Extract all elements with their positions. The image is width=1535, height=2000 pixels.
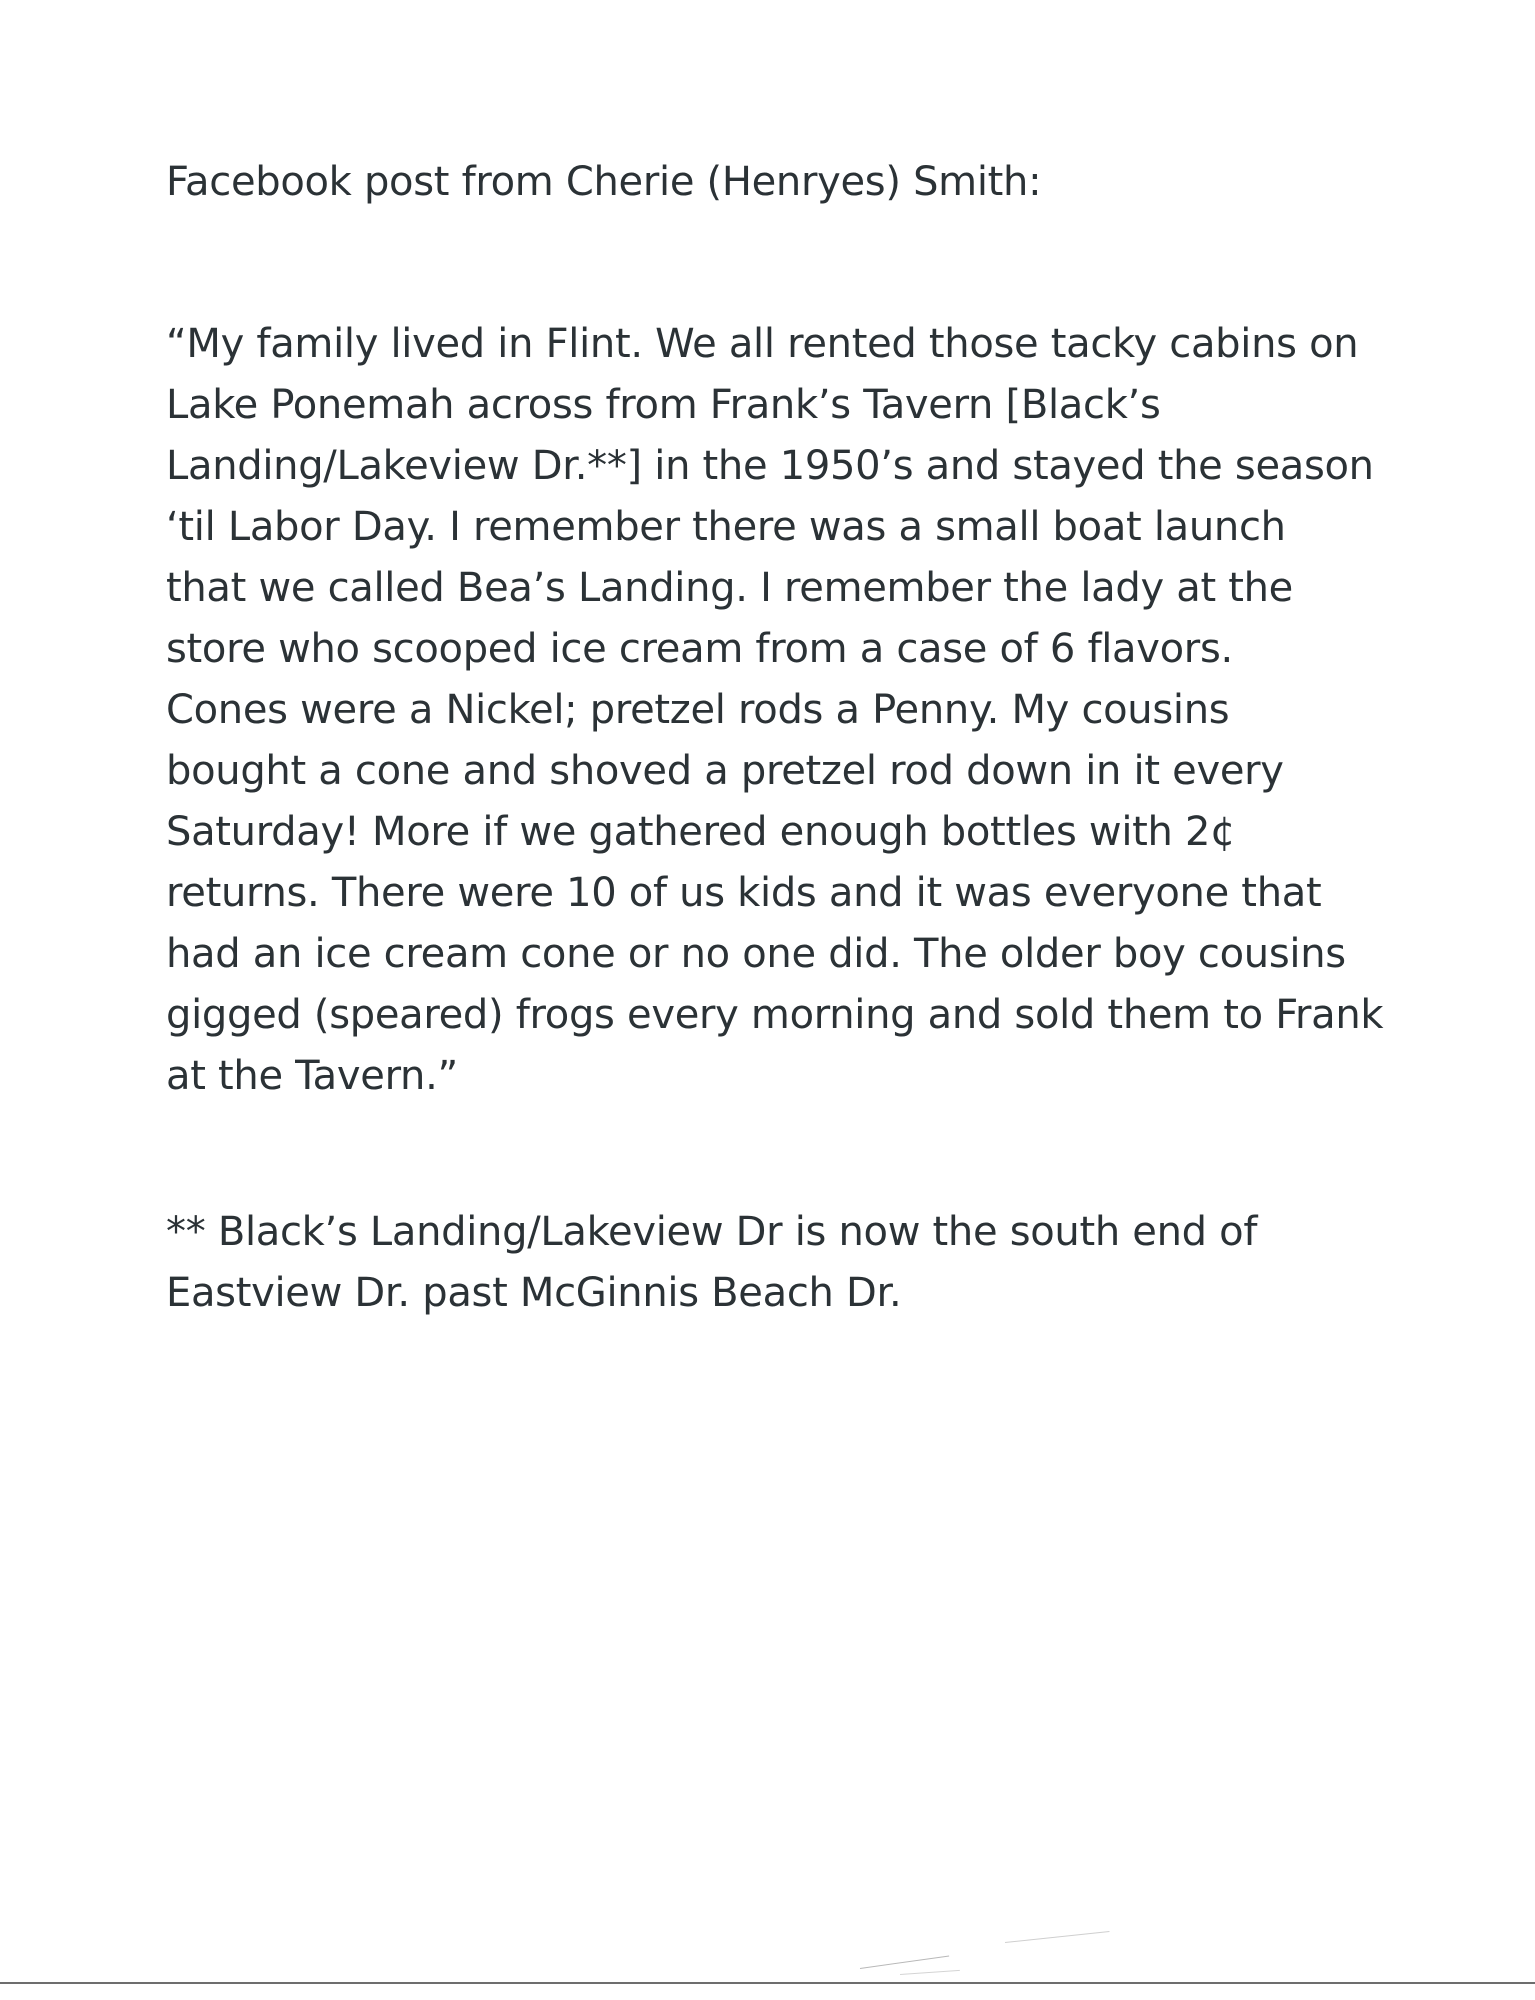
quote-line: ‘til Labor Day. I remember there was a small boat launch bbox=[166, 504, 1286, 550]
quote-line: Lake Ponemah across from Frank’s Tavern [Black’s bbox=[166, 382, 1161, 428]
quote-line: returns. There were 10 of us kids and it was everyone that bbox=[166, 870, 1322, 916]
quote-line: store who scooped ice cream from a case of 6 flavors. bbox=[166, 626, 1233, 672]
quote-line: gigged (speared) frogs every morning and sold them to Frank bbox=[166, 992, 1384, 1038]
scan-artifact bbox=[900, 1970, 960, 1975]
footnote-line: Eastview Dr. past McGinnis Beach Dr. bbox=[166, 1270, 902, 1316]
scan-artifact bbox=[860, 1955, 949, 1969]
quote-line: Cones were a Nickel; pretzel rods a Penny. My cousins bbox=[166, 687, 1230, 733]
footnote-line: ** Black’s Landing/Lakeview Dr is now the south end of bbox=[166, 1209, 1258, 1255]
quote-line: had an ice cream cone or no one did. The older boy cousins bbox=[166, 931, 1346, 977]
bottom-edge-line bbox=[0, 1982, 1535, 1984]
footnote bbox=[166, 1202, 1396, 1324]
post-attribution-heading bbox=[166, 152, 1396, 213]
quote-line: at the Tavern.” bbox=[166, 1053, 458, 1099]
quote-line: Saturday! More if we gathered enough bottles with 2¢ bbox=[166, 809, 1236, 855]
quoted-post bbox=[166, 314, 1396, 1107]
quote-line: “My family lived in Flint. We all rented those tacky cabins on bbox=[166, 321, 1359, 367]
quote-line: bought a cone and shoved a pretzel rod down in it every bbox=[166, 748, 1284, 794]
quote-line: Landing/Lakeview Dr.**] in the 1950’s and stayed the season bbox=[166, 443, 1374, 489]
scan-artifact bbox=[1005, 1931, 1110, 1943]
quote-line: that we called Bea’s Landing. I remember the lady at the bbox=[166, 565, 1293, 611]
heading-line: Facebook post from Cherie (Henryes) Smith: bbox=[166, 159, 1042, 205]
